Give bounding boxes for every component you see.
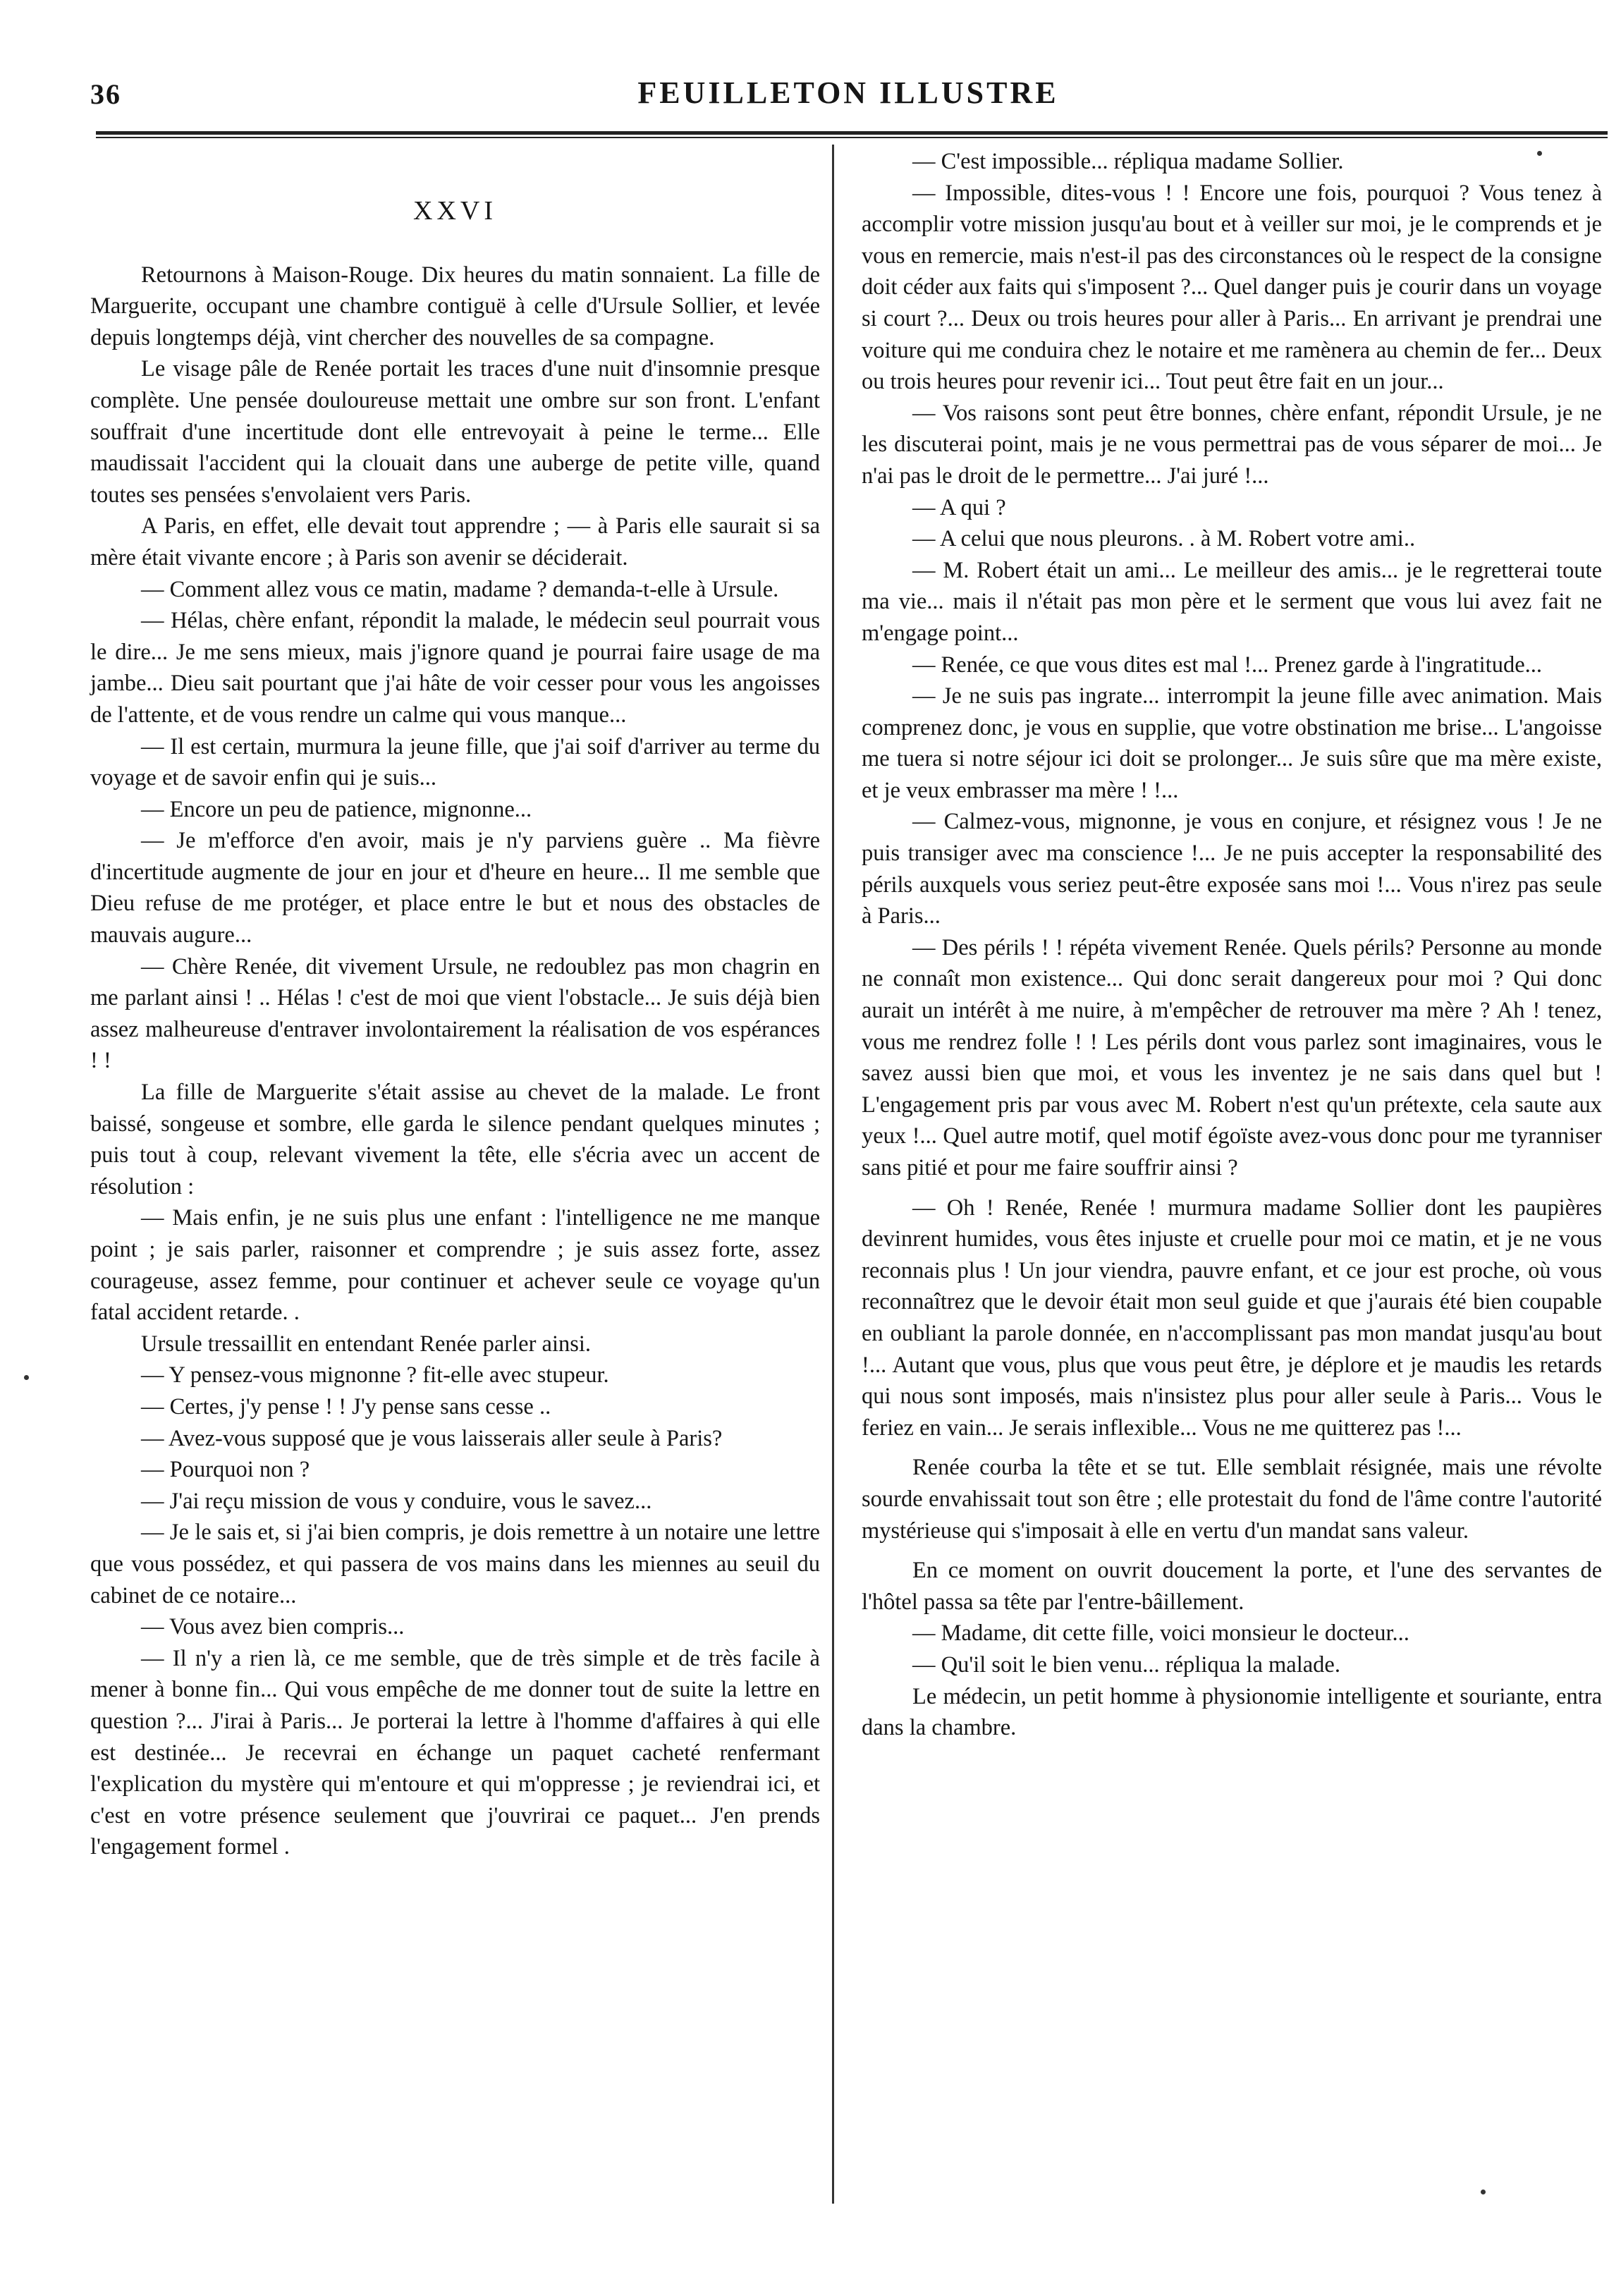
paragraph: — Je le sais et, si j'ai bien compris, je dois remettre à un notaire une lettre que vous possédez, et qui passera de vos mains dans les miennes au seuil du cabinet de ce notaire...: [90, 1520, 820, 1608]
paragraph: — Comment allez vous ce matin, madame ? demanda-t-elle à Ursule.: [141, 576, 779, 602]
paragraph: — Renée, ce que vous dites est mal !... Prenez garde à l'ingratitude...: [912, 652, 1542, 678]
paragraph: Le visage pâle de Renée portait les traces d'une nuit d'insomnie presque complète. Une pensée douloureuse mettait une ombre sur son front. L'enfant souffrait d'une incertitude dont elle entrevoyait à peine le terme... Elle maudissait l'accident qui la clouait dans une auberge de petite ville, quand toutes ses pensées s'envolaient vers Paris.: [90, 356, 820, 508]
paragraph: La fille de Marguerite s'était assise au chevet de la malade. Le front baissé, songeuse et sombre, elle garda le silence pendant quelques minutes ; puis tout à coup, relevant vivement la tête, elle s'écria avec un accent de résolution :: [90, 1080, 820, 1199]
running-title: FEUILLETON ILLUSTRE: [637, 75, 1059, 110]
paragraph: — Calmez-vous, mignonne, je vous en conjure, et résignez vous ! Je ne puis transiger avec ma conscience !... Je ne puis accepter la responsabilité des périls auxquels vous seriez peut-être exposée sans moi !... Vous n'irez pas seule à Paris...: [862, 809, 1602, 929]
paragraph: En ce moment on ouvrit doucement la porte, et l'une des servantes de l'hôtel passa sa tête par l'entre-bâillement.: [862, 1558, 1602, 1615]
left-column: [90, 152, 820, 1863]
paragraph: — Hélas, chère enfant, répondit la malade, le médecin seul pourrait vous le dire... Je me sens mieux, mais j'ignore quand je pourrai faire usage de ma jambe... Dieu sait pourtant que j'ai hâte de voir cesser pour vous les angoisses de l'attente, et de vous rendre un calme qui vous manque...: [90, 608, 820, 728]
paragraph: — Il est certain, murmura la jeune fille, que j'ai soif d'arriver au terme du voyage et de savoir enfin qui je suis...: [90, 733, 820, 791]
paragraph: — Pourquoi non ?: [141, 1457, 310, 1483]
paragraph: A Paris, en effet, elle devait tout apprendre ; — à Paris elle saurait si sa mère était vivante encore ; à Paris son avenir se déciderait.: [90, 513, 820, 570]
paragraph: — Mais enfin, je ne suis plus une enfant : l'intelligence ne me manque point ; je sais parler, raisonner et comprendre ; je suis assez forte, assez courageuse, assez femme, pour continuer et achever seule ce voyage qu'un fatal accident retarde. .: [90, 1205, 820, 1326]
paragraph: — Des périls ! ! répéta vivement Renée. Quels périls? Personne au monde ne connaît mon existence... Qui donc serait dangereux pour moi ? Qui donc aurait un intérêt à me nuire, à m'empêcher de retrouver ma mère ? Ah ! tenez, vous me rendrez folle ! ! Les périls dont vous parlez sont imaginaires, vous le savez aussi bien que moi, et vous les inventez je ne sais dans quel but ! L'engagement pris par vous avec M. Robert n'est qu'un prétexte, cela saute aux yeux !... Quel autre motif, quel motif égoïste avez-vous donc pour me tyranniser sans pitié et pour me faire souffrir ainsi ?: [862, 934, 1602, 1180]
paragraph: — Il n'y a rien là, ce me semble, que de très simple et de très facile à mener à bonne fin... Qui vous empêche de me donner tout de suite la lettre en question ?... J'irai à Paris... Je porterai la lettre à l'homme d'affaires à qui elle est destinée... Je recevrai en échange un paquet cacheté renfermant l'explication du mystère qui m'entoure et qui m'oppresse ; je reviendrai ici, et c'est en votre présence seulement que j'ouvrirai ce paquet... J'en prends l'engagement formel .: [90, 1645, 820, 1860]
paragraph: Ursule tressaillit en entendant Renée parler ainsi.: [141, 1331, 592, 1357]
paragraph: — Encore un peu de patience, mignonne...: [141, 796, 532, 822]
paragraph: Le médecin, un petit homme à physionomie intelligente et souriante, entra dans la chambre.: [862, 1683, 1602, 1741]
paragraph: — M. Robert était un ami... Le meilleur des amis... je le regretterai toute ma vie... mais il n'était pas mon père et le serment que vous lui avez fait ne m'engage point...: [862, 557, 1602, 646]
paragraph: — Madame, dit cette fille, voici monsieur le docteur...: [912, 1620, 1409, 1647]
ink-speck: [1537, 151, 1542, 156]
paragraph: — Qu'il soit le bien venu... répliqua la malade.: [912, 1651, 1340, 1678]
paragraph: — Certes, j'y pense ! ! J'y pense sans cesse ..: [141, 1393, 551, 1419]
page-header: [90, 62, 1606, 126]
ink-speck: [24, 1375, 29, 1380]
paragraph: — Y pensez-vous mignonne ? fit-elle avec stupeur.: [141, 1362, 609, 1388]
header-rule: [96, 131, 1608, 135]
paragraph: — Vous avez bien compris...: [141, 1614, 405, 1640]
paragraph: Renée courba la tête et se tut. Elle semblait résignée, mais une révolte sourde envahissait tout son être ; elle protestait du fond de l'âme contre l'autorité mystérieuse qui s'imposait à elle en vertu d'un mandat sans valeur.: [862, 1455, 1602, 1544]
paragraph: — Je m'efforce d'en avoir, mais je n'y parviens guère .. Ma fièvre d'incertitude augmente de jour en jour et d'heure en heure... Il me semble que Dieu refuse de me protéger, et place entre le but et nous des obstacles de mauvais augure...: [90, 828, 820, 948]
paragraph: Retournons à Maison-Rouge. Dix heures du matin sonnaient. La fille de Marguerite, occupant une chambre contiguë à celle d'Ursule Sollier, et levée depuis longtemps déjà, vint chercher des nouvelles de sa compagne.: [90, 262, 820, 350]
header-rule-thin: [96, 137, 1608, 138]
column-divider: [832, 145, 834, 2204]
ink-speck: [1481, 2190, 1486, 2194]
paragraph: — Chère Renée, dit vivement Ursule, ne redoublez pas mon chagrin en me parlant ainsi ! .. Hélas ! c'est de moi que vient l'obstacle... Je suis déjà bien assez malheureuse d'entraver involontairement la réalisation de vos espérances ! !: [90, 953, 820, 1074]
paragraph: — C'est impossible... répliqua madame Sollier.: [912, 149, 1344, 174]
page-number: 36: [90, 78, 121, 110]
paragraph: — Je ne suis pas ingrate... interrompit la jeune fille avec animation. Mais comprenez donc, je vous en supplie, que votre obstination me brise... L'angoisse me tuera si notre séjour ici doit se prolonger... Je suis sûre que ma mère existe, et je veux embrasser ma mère ! !...: [862, 683, 1602, 803]
paragraph: — Vos raisons sont peut être bonnes, chère enfant, répondit Ursule, je ne les discuterai point, mais je ne vous permettrai pas de vous séparer de moi... Je n'ai pas le droit de le permettre... J'ai juré !...: [862, 400, 1602, 489]
paragraph: — J'ai reçu mission de vous y conduire, vous le savez...: [141, 1488, 652, 1514]
right-column: [862, 146, 1602, 1744]
paragraph: — A qui ?: [912, 494, 1006, 520]
paragraph: — Oh ! Renée, Renée ! murmura madame Sollier dont les paupières devinrent humides, vous êtes injuste et cruelle pour moi ce matin, et je ne vous reconnais plus ! Un jour viendra, pauvre enfant, et ce jour est proche, où vous reconnaîtrez que le devoir était mon seul guide et que j'aurais été bien coupable en oubliant la parole donnée, en n'accomplissant pas mon mandat jusqu'au bout !... Autant que vous, plus que vous peut être, je déplore et je maudis les retards qui nous sont imposés, mais n'insistez plus pour aller seule à Paris... Vous le feriez en vain... Je serais inflexible... Vous ne me quitterez pas !...: [862, 1195, 1602, 1441]
chapter-heading: XXVI: [413, 196, 497, 226]
paragraph: — A celui que nous pleurons. . à M. Robert votre ami..: [912, 526, 1416, 552]
paragraph: — Avez-vous supposé que je vous laisserais aller seule à Paris?: [141, 1425, 723, 1451]
paragraph: — Impossible, dites-vous ! ! Encore une fois, pourquoi ? Vous tenez à accomplir votre mission jusqu'au bout et à veiller sur moi, je le comprends et je vous en remercie, mais n'est-il pas des circonstances où le respect de la consigne doit céder aux faits qui s'imposent ?... Quel danger puis je courir dans un voyage si court ?... Deux ou trois heures pour aller à Paris... En arrivant je prendrai une voiture qui me conduira chez le notaire et me ramènera au chemin de fer... Deux ou trois heures pour revenir ici... Tout peut être fait en un jour...: [862, 180, 1602, 395]
